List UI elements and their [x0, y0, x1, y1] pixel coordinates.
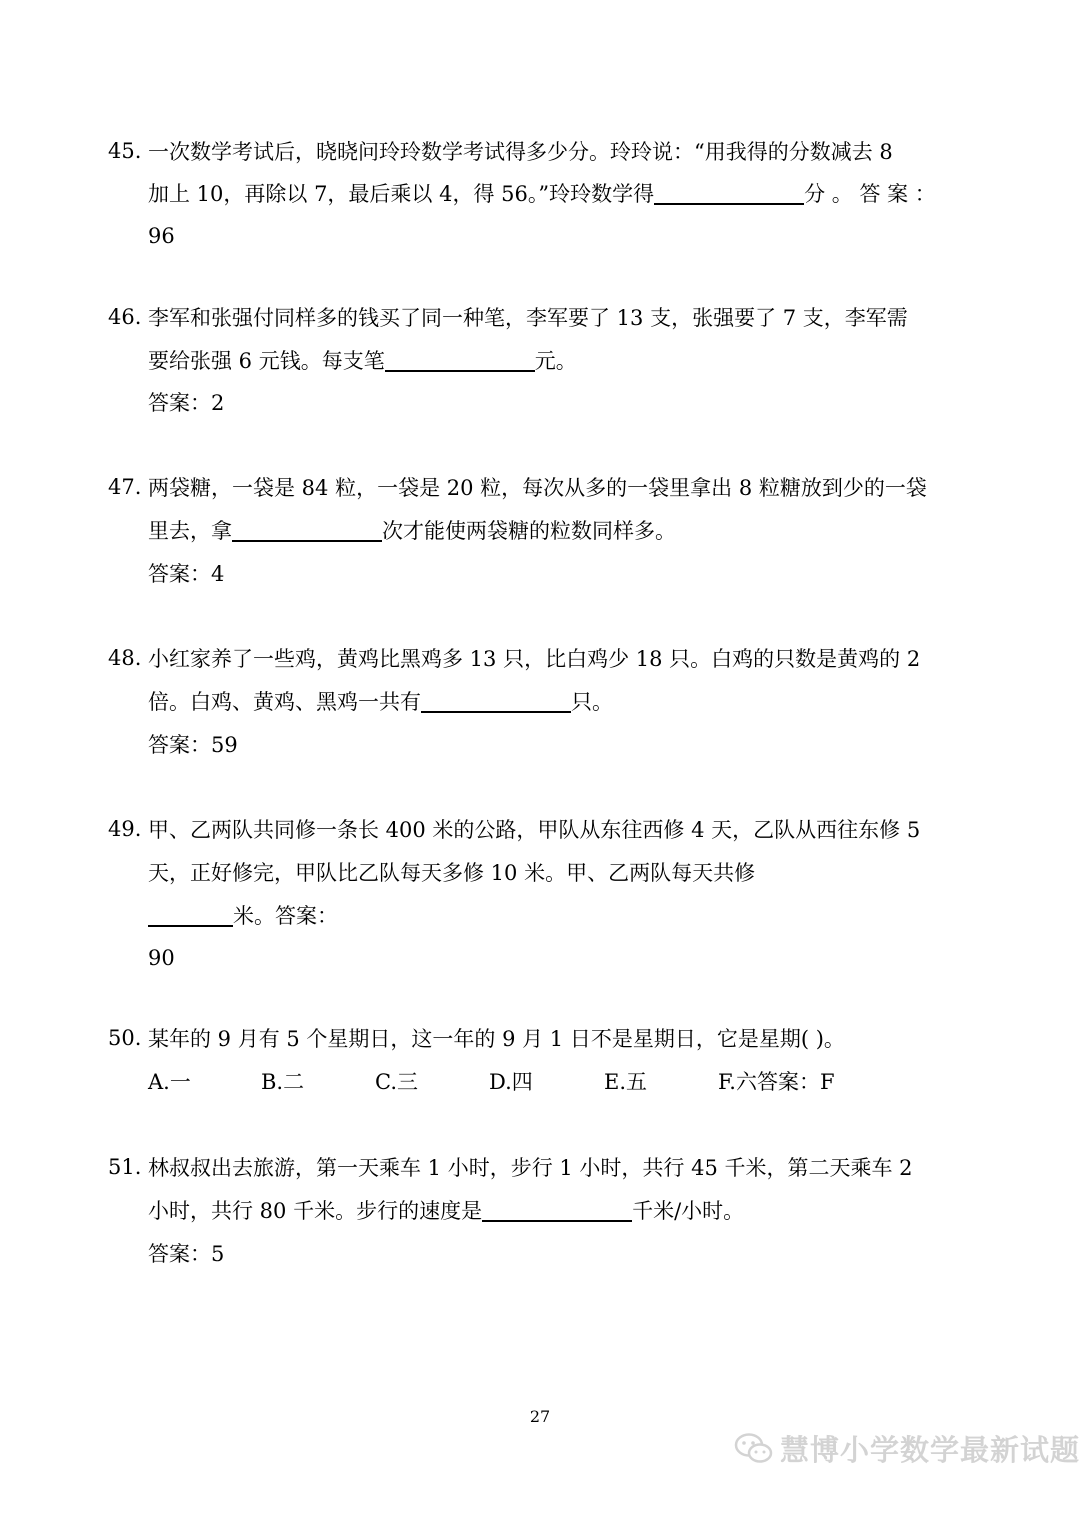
answer-blank: [385, 348, 535, 372]
question-number: 45.: [108, 139, 142, 163]
question-text-line: 小红家养了一些鸡，黄鸡比黑鸡多 13 只，比白鸡少 18 只。白鸡的只数是黄鸡的 2: [148, 647, 921, 671]
question-text-line: 加上 10，再除以 7，最后乘以 4，得 56。”玲玲数学得 分 。 答 案 ：: [148, 182, 936, 206]
page-number: 27: [529, 1407, 551, 1426]
answer-text: 96: [148, 224, 175, 248]
answer-blank: [148, 903, 233, 927]
question-text-line: 倍。白鸡、黄鸡、黑鸡一共有 只。: [148, 690, 613, 714]
question-text-line: 里去，拿 次才能使两袋糖的粒数同样多。: [148, 519, 676, 543]
answer-blank: [421, 689, 571, 713]
answer-text: 答案：5: [148, 1242, 225, 1266]
answer-blank: [654, 181, 804, 205]
answer-blank: [482, 1198, 632, 1222]
option-f: F.六答案：F: [718, 1070, 835, 1094]
wechat-icon: [734, 1432, 774, 1466]
answer-blank: [232, 518, 382, 542]
question-number: 46.: [108, 305, 142, 329]
option-row: [148, 1069, 938, 1095]
answer-text: 答案：4: [148, 562, 225, 586]
question-text-line: 李军和张强付同样多的钱买了同一种笔，李军要了 13 支，张强要了 7 支，李军需: [148, 306, 908, 330]
question-number: 48.: [108, 646, 142, 670]
option-a: A.一: [148, 1070, 191, 1094]
question-text-line: 两袋糖，一袋是 84 粒，一袋是 20 粒，每次从多的一袋里拿出 8 粒糖放到少的一袋: [148, 476, 927, 500]
watermark-text: 慧博小学数学最新试题: [780, 1433, 1080, 1467]
answer-text: 答案：2: [148, 391, 225, 415]
question-number: 49.: [108, 817, 142, 841]
question-text-line: 甲、乙两队共同修一条长 400 米的公路，甲队从东往西修 4 天，乙队从西往东修 5: [148, 818, 921, 842]
question-text-line: 林叔叔出去旅游，第一天乘车 1 小时，步行 1 小时，共行 45 千米，第二天乘车 2: [148, 1156, 913, 1180]
question-text-line: 要给张强 6 元钱。每支笔 元。: [148, 349, 577, 373]
option-d: D.四: [489, 1070, 533, 1094]
option-b: B.二: [261, 1070, 305, 1094]
question-text-line: 米。答案：: [148, 903, 338, 929]
question-number: 47.: [108, 475, 142, 499]
question-text-line: 小时，共行 80 千米。步行的速度是 千米/小时。: [148, 1199, 745, 1223]
question-text-line: 天，正好修完，甲队比乙队每天多修 10 米。甲、乙两队每天共修: [148, 861, 756, 885]
watermark: [734, 1428, 1080, 1469]
question-text-line: 一次数学考试后，晓晓问玲玲数学考试得多少分。玲玲说：“用我得的分数减去 8: [148, 140, 893, 164]
question-number: 51.: [108, 1155, 142, 1179]
question-number: 50.: [108, 1026, 142, 1050]
answer-text: 90: [148, 946, 175, 970]
option-e: E.五: [604, 1070, 648, 1094]
question-text-line: 某年的 9 月有 5 个星期日，这一年的 9 月 1 日不是星期日，它是星期( )。: [148, 1027, 845, 1051]
answer-text: 答案：59: [148, 733, 238, 757]
option-c: C.三: [375, 1070, 418, 1094]
